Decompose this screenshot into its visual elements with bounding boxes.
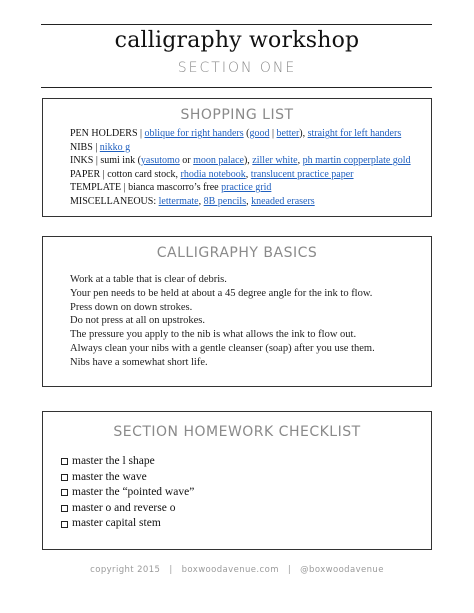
homework-box [42,411,432,550]
link-lettermate[interactable]: lettermate [158,195,199,207]
link-moon-palace[interactable]: moon palace [193,155,244,166]
basics-title: CALLIGRAPHY BASICS [156,245,318,261]
link-oblique-right[interactable]: oblique for right handers [144,128,244,139]
basics-line: The pressure you apply to the nib is what allows the ink to flow out. [70,329,357,341]
basics-box [42,236,432,387]
basics-line: Press down on down strokes. [70,301,193,313]
link-translucent-paper[interactable]: translucent practice paper [250,168,354,180]
checkbox-icon[interactable] [61,505,68,512]
footer [0,565,474,575]
checklist-item[interactable] [61,485,431,501]
link-practice-grid[interactable]: practice grid [221,182,272,193]
list-item-nibs: NIBS | nikko g [70,141,131,153]
link-8b-pencils[interactable]: 8B pencils [203,195,247,207]
checklist-item-label: master capital stem [72,517,161,530]
link-ph-martin[interactable]: ph martin copperplate gold [302,155,411,166]
list-item-paper: PAPER | cotton card stock, rhodia notebook, translucent practice paper [70,168,354,180]
checklist-item[interactable] [61,516,431,532]
basics-line: Nibs have a somewhat short life. [70,356,208,368]
basics-line: Do not press at all on upstrokes. [70,315,206,327]
checkbox-icon[interactable] [61,521,68,528]
checklist-item-label: master the wave [72,470,147,483]
list-item-template: TEMPLATE | bianca mascorro’s free practice grid [70,182,272,193]
link-ziller-white[interactable]: ziller white [252,155,298,166]
checkbox-icon[interactable] [61,458,68,465]
link-nikko-g[interactable]: nikko g [99,141,131,153]
list-item-inks: INKS | sumi ink (yasutomo or moon palace), ziller white, ph martin copperplate gold [70,155,411,166]
list-item-pen-holders: PEN HOLDERS | oblique for right handers (good | better), straight for left handers [70,128,402,139]
shopping-list-box [42,98,432,217]
link-better[interactable]: better [276,128,300,139]
checklist-item[interactable] [61,501,431,517]
checklist-item-label: master o and reverse o [72,501,176,514]
footer-site-link[interactable]: boxwoodavenue.com [181,565,279,575]
link-rhodia[interactable]: rhodia notebook [180,168,246,180]
basics-line: Work at a table that is clear of debris. [70,274,227,285]
link-kneaded-erasers[interactable]: kneaded erasers [251,195,315,207]
top-rule [41,24,432,25]
footer-handle-link[interactable]: @boxwoodavenue [300,565,384,575]
shopping-list [43,127,431,208]
basics-list [43,273,431,370]
homework-checklist [43,454,431,532]
link-straight-left[interactable]: straight for left handers [307,128,402,139]
checklist-item-label: master the l shape [72,455,155,467]
shopping-list-title: SHOPPING LIST [180,107,294,123]
homework-title: SECTION HOMEWORK CHECKLIST [113,424,361,440]
header-bottom-rule [41,87,432,88]
checklist-item[interactable] [61,470,431,486]
checklist-item-label: master the “pointed wave” [72,486,195,499]
page-title: calligraphy workshop [114,28,360,53]
checkbox-icon[interactable] [61,474,68,481]
link-good[interactable]: good [249,128,270,139]
basics-line: Always clean your nibs with a gentle cleanser (soap) after you use them. [70,342,375,354]
basics-line: Your pen needs to be held at about a 45 degree angle for the ink to flow. [70,287,373,299]
checkbox-icon[interactable] [61,489,68,496]
link-yasutomo[interactable]: yasutomo [140,155,180,166]
list-item-misc: MISCELLANEOUS: lettermate, 8B pencils, kneaded erasers [70,195,315,207]
page-subtitle: SECTION ONE [177,60,297,76]
checklist-item[interactable] [61,454,431,470]
footer-separator: | [287,565,292,575]
footer-copyright: copyright 2015 [90,565,161,575]
footer-separator: | [169,565,173,575]
